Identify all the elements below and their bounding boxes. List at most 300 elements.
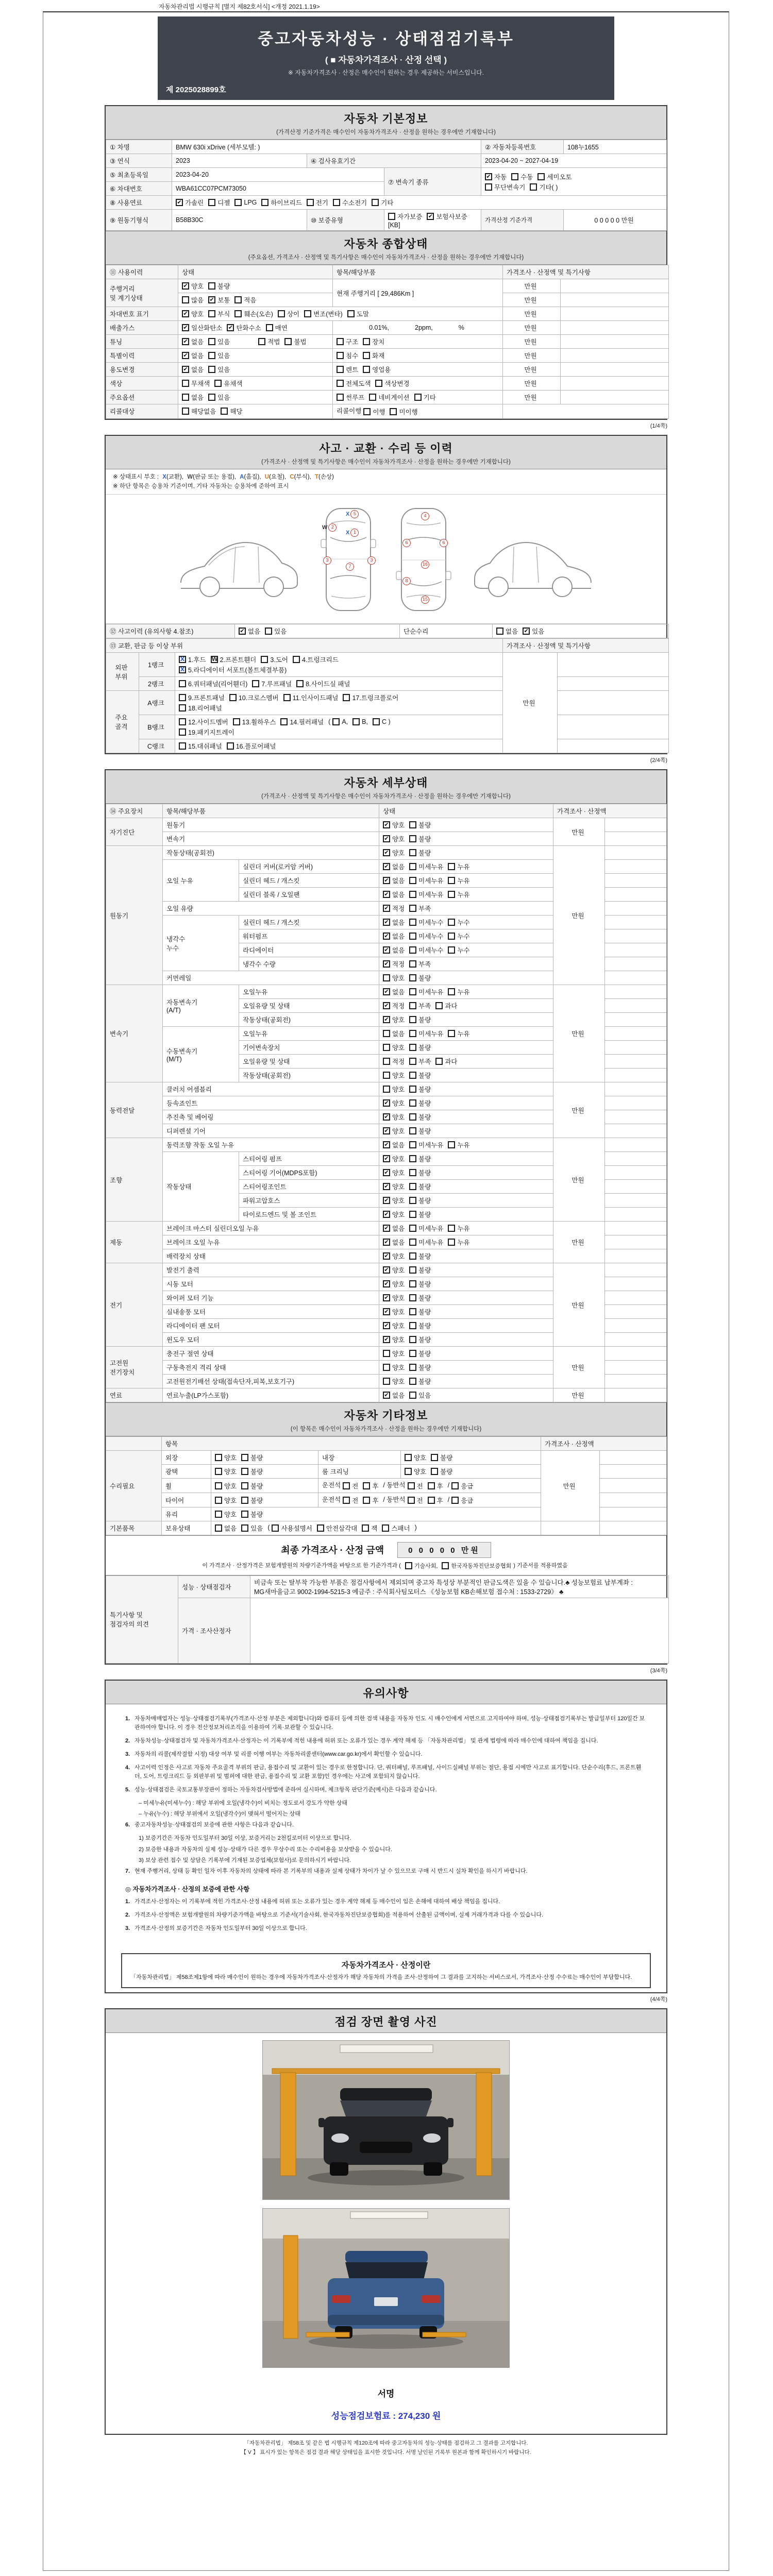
checkbox[interactable] (383, 904, 405, 913)
checkbox[interactable] (383, 834, 405, 843)
checkbox[interactable] (363, 1496, 378, 1505)
checkbox[interactable] (352, 718, 368, 725)
checkbox[interactable] (337, 365, 358, 374)
checkbox[interactable] (383, 1238, 405, 1247)
checkbox[interactable] (383, 1015, 405, 1024)
checkbox[interactable] (333, 198, 367, 207)
checkbox-box (369, 394, 376, 401)
checkbox[interactable] (383, 1307, 405, 1316)
value-cell (178, 377, 333, 391)
car-side-view-right-icon (470, 505, 599, 614)
checkbox[interactable] (448, 945, 469, 955)
checkbox-label: 미세누수 (418, 919, 444, 927)
checkbox[interactable] (383, 1377, 405, 1386)
checkbox[interactable] (343, 693, 398, 702)
accidentRow-grid (106, 624, 669, 638)
checkbox[interactable] (208, 198, 230, 207)
checkbox[interactable] (208, 281, 230, 291)
checkbox-box (448, 919, 455, 926)
label-cell (106, 985, 163, 1082)
checkbox[interactable] (241, 1467, 263, 1476)
checkbox[interactable] (537, 172, 572, 181)
checkbox[interactable] (383, 848, 405, 857)
blank-cell (605, 832, 667, 846)
checkbox[interactable] (383, 1293, 405, 1302)
checkbox[interactable] (208, 295, 230, 304)
checkbox[interactable] (179, 693, 225, 702)
checkbox[interactable] (363, 407, 385, 416)
checkbox[interactable] (409, 1265, 431, 1275)
checkbox[interactable] (383, 1126, 405, 1136)
checkbox[interactable] (383, 1084, 405, 1094)
checkbox[interactable] (383, 1363, 405, 1372)
checkbox[interactable] (409, 1112, 431, 1122)
checkbox[interactable] (383, 1057, 405, 1066)
checkbox[interactable] (383, 1001, 405, 1010)
checkbox[interactable] (409, 848, 431, 857)
checkbox[interactable] (530, 182, 558, 192)
checkbox[interactable] (448, 890, 469, 899)
checkbox[interactable] (409, 1043, 431, 1052)
checkbox[interactable] (261, 655, 288, 664)
amount-cell (541, 1451, 600, 1521)
checkbox[interactable] (182, 351, 204, 360)
checkbox[interactable] (511, 172, 533, 181)
checkbox[interactable] (383, 862, 405, 871)
checkbox[interactable] (431, 1467, 452, 1476)
checkbox[interactable] (442, 1562, 511, 1570)
checkbox[interactable] (284, 337, 306, 346)
checkbox[interactable] (280, 717, 324, 726)
checkbox[interactable] (409, 1168, 431, 1177)
signature-label[interactable]: 서명 (377, 2389, 395, 2399)
checkbox[interactable] (383, 918, 405, 927)
checkbox[interactable] (405, 1562, 438, 1570)
checkbox[interactable] (383, 987, 405, 996)
text: WBA61CC07PCM73050 (176, 185, 246, 192)
checkbox[interactable] (343, 1496, 358, 1505)
checkbox-label: 없음 (392, 863, 405, 871)
remarks-grid (106, 1575, 669, 1664)
checkbox-box: ✔ (383, 988, 390, 995)
checkbox[interactable] (405, 1453, 426, 1462)
checkbox[interactable] (215, 1523, 237, 1533)
checkbox[interactable] (278, 309, 299, 318)
checkbox[interactable] (383, 1335, 405, 1344)
checkbox-box: ✔ (182, 338, 189, 345)
checkbox[interactable] (409, 1057, 431, 1066)
blank-cell (605, 902, 667, 916)
checkbox-label: 있음 (250, 1524, 263, 1532)
inspection-insurance-fee: 성능점검보험료 : 274,230 원 (331, 2411, 441, 2421)
checkbox[interactable] (234, 199, 257, 206)
checkbox-label: 기타( ) (539, 183, 558, 191)
mark-box[interactable] (179, 655, 206, 664)
checkbox[interactable] (283, 693, 339, 702)
checkbox-box: ✔ (383, 1099, 390, 1107)
blank-cell (605, 971, 667, 985)
checkbox[interactable] (307, 198, 328, 207)
text: / (447, 1496, 450, 1504)
checkbox[interactable] (409, 1377, 431, 1386)
checkbox[interactable] (383, 1182, 405, 1191)
checkbox[interactable] (179, 703, 222, 713)
checkbox[interactable] (409, 1321, 431, 1330)
checkbox[interactable] (409, 876, 443, 885)
label-cell (106, 377, 178, 391)
checkbox[interactable] (409, 945, 443, 955)
checkbox-label: 침수 (346, 352, 359, 360)
value-cell (211, 1493, 318, 1507)
blank-cell (605, 1319, 667, 1333)
checkbox[interactable] (409, 1307, 431, 1316)
checkbox[interactable] (233, 717, 276, 726)
checkbox[interactable] (241, 1453, 263, 1462)
checkbox[interactable] (383, 1265, 405, 1275)
checkbox[interactable] (234, 309, 273, 318)
checkbox[interactable] (428, 1481, 443, 1490)
checkbox[interactable] (373, 718, 391, 725)
value-cell (239, 874, 379, 888)
checkbox[interactable] (383, 1224, 405, 1233)
text: 리콜이행 (337, 408, 362, 415)
value-cell (163, 818, 379, 832)
checkbox[interactable] (337, 351, 358, 360)
checkbox[interactable] (261, 198, 301, 207)
checkbox[interactable] (258, 337, 280, 346)
checkbox[interactable] (215, 1496, 237, 1505)
checkbox[interactable] (369, 393, 409, 402)
checkbox-box (234, 296, 242, 303)
blank-cell (605, 1194, 667, 1208)
text: 주요옵션 (110, 394, 135, 401)
checkbox[interactable] (409, 1363, 431, 1372)
checkbox[interactable] (448, 1224, 469, 1233)
checkbox[interactable] (383, 931, 405, 941)
checkbox[interactable] (523, 626, 544, 636)
checkbox[interactable] (272, 1523, 312, 1533)
checkbox[interactable] (241, 1523, 263, 1533)
checkbox[interactable] (485, 182, 525, 192)
checkbox[interactable] (227, 741, 276, 751)
text: 2023-04-20 (176, 171, 209, 178)
value-cell (379, 1208, 553, 1222)
text: A랭크 (147, 700, 164, 707)
checkbox[interactable] (265, 626, 287, 636)
checkbox[interactable] (179, 727, 234, 737)
text: 변속기 (110, 1030, 129, 1038)
checkbox-label: 미세누유 (418, 863, 444, 871)
checkbox[interactable] (435, 1001, 457, 1010)
checkbox[interactable] (208, 393, 230, 402)
checkbox[interactable] (409, 973, 431, 982)
checkbox[interactable] (409, 1391, 431, 1400)
checkbox[interactable] (383, 959, 405, 969)
checkbox[interactable] (208, 309, 230, 318)
checkbox[interactable] (383, 1196, 405, 1205)
checkbox[interactable] (363, 365, 391, 374)
checkbox[interactable] (293, 655, 339, 664)
checkbox[interactable] (215, 1467, 237, 1476)
checkbox-label: 불량 (418, 975, 431, 982)
text: 항목/해당부품 (337, 269, 376, 276)
checkbox[interactable] (427, 212, 467, 221)
checkbox[interactable] (215, 1481, 237, 1490)
checkbox[interactable] (337, 393, 364, 402)
checkbox[interactable] (408, 1481, 423, 1490)
checkbox[interactable] (372, 198, 393, 207)
checkbox[interactable] (409, 1279, 431, 1289)
text: ( (328, 718, 331, 725)
text: B58B30C (176, 216, 204, 224)
checkbox-box (435, 1002, 443, 1009)
checkbox[interactable] (409, 1224, 443, 1233)
checkbox[interactable] (332, 718, 348, 725)
value-cell (379, 943, 553, 957)
mark-box[interactable] (211, 655, 257, 664)
checkbox[interactable] (383, 1071, 405, 1080)
checkbox[interactable] (215, 1453, 237, 1462)
checkbox-box (296, 680, 304, 687)
checkbox[interactable] (239, 626, 260, 636)
notice-item-number: 6. (125, 1822, 130, 1828)
checkbox-box (414, 394, 422, 401)
checkbox[interactable] (409, 1015, 431, 1024)
mark-box[interactable] (179, 665, 287, 674)
value-cell (163, 1138, 379, 1152)
checkbox[interactable] (229, 693, 279, 702)
checkbox[interactable] (241, 1496, 263, 1505)
checkbox[interactable] (317, 1523, 357, 1533)
checkbox[interactable] (179, 717, 228, 726)
checkbox-label: 3.도어 (270, 656, 288, 664)
checkbox[interactable] (383, 1349, 405, 1358)
checkbox[interactable] (383, 1112, 405, 1122)
checkbox[interactable] (409, 1126, 431, 1136)
checkbox[interactable] (363, 351, 384, 360)
checkbox[interactable] (409, 1084, 431, 1094)
label-cell (106, 818, 163, 846)
text: 타이로드엔드 및 볼 조인트 (243, 1211, 317, 1219)
checkbox[interactable] (383, 1279, 405, 1289)
checkbox[interactable] (409, 1001, 431, 1010)
checkbox[interactable] (347, 309, 369, 318)
checkbox[interactable] (182, 365, 204, 374)
checkbox[interactable] (383, 1154, 405, 1163)
checkbox[interactable] (409, 862, 443, 871)
checkbox[interactable] (448, 1238, 469, 1247)
value-cell (379, 1249, 553, 1263)
checkbox[interactable] (409, 931, 443, 941)
checkbox[interactable] (408, 1496, 423, 1505)
text: ⑨ 원동기형식 (110, 217, 149, 224)
checkbox[interactable] (448, 1140, 469, 1149)
text: (A/T) (166, 1007, 181, 1014)
checkbox[interactable] (363, 337, 384, 346)
checkbox[interactable] (343, 1481, 358, 1490)
checkbox[interactable] (383, 890, 405, 899)
text: 기어변속장치 (243, 1044, 280, 1052)
text: 2랭크 (147, 681, 164, 688)
checkbox[interactable] (304, 309, 343, 318)
checkbox[interactable] (383, 1210, 405, 1219)
checkbox[interactable] (448, 876, 469, 885)
checkbox[interactable] (409, 904, 431, 913)
checkbox[interactable] (448, 918, 469, 927)
checkbox[interactable] (383, 1043, 405, 1052)
checkbox[interactable] (252, 679, 292, 688)
text: 커먼레일 (166, 975, 192, 982)
checkbox[interactable] (409, 1029, 443, 1038)
checkbox[interactable] (215, 1510, 237, 1519)
checkbox[interactable] (383, 1029, 405, 1038)
checkbox[interactable] (451, 1481, 473, 1490)
value-cell (239, 860, 379, 874)
blank-cell (605, 1375, 667, 1388)
value-cell (163, 1027, 239, 1082)
checkbox-box (448, 877, 455, 884)
checkbox[interactable] (337, 379, 371, 388)
checkbox[interactable] (409, 959, 431, 969)
checkbox[interactable] (409, 1251, 431, 1261)
checkbox-label: 미세누유 (418, 877, 444, 885)
checkbox[interactable] (182, 379, 210, 388)
checkbox-label: 양호 (392, 1309, 405, 1316)
value-cell (379, 916, 553, 929)
checkbox[interactable] (390, 407, 417, 416)
value-cell (239, 916, 379, 929)
checkbox[interactable] (409, 1335, 431, 1344)
checkbox[interactable] (405, 1467, 426, 1476)
checkbox[interactable] (409, 1238, 443, 1247)
checkbox[interactable] (182, 393, 204, 402)
sheet-detail-etc (105, 769, 667, 1665)
text: 연료누출(LP가스포함) (166, 1392, 229, 1400)
text: 만원 (572, 912, 584, 920)
checkbox[interactable] (227, 323, 261, 332)
checkbox[interactable] (409, 1098, 431, 1108)
checkbox[interactable] (208, 351, 230, 360)
checkbox[interactable] (383, 1321, 405, 1330)
checkbox[interactable] (182, 309, 204, 318)
checkbox[interactable] (496, 626, 518, 636)
checkbox[interactable] (409, 1210, 431, 1219)
checkbox[interactable] (451, 1496, 473, 1505)
checkbox[interactable] (409, 1140, 443, 1149)
text: 동력전달 (110, 1107, 135, 1114)
value-cell (178, 321, 333, 335)
blank-cell (605, 1361, 667, 1375)
checkbox[interactable] (435, 1057, 457, 1066)
checkbox[interactable] (179, 679, 247, 688)
checkbox-label: 수동 (520, 173, 533, 181)
checkbox[interactable] (409, 890, 443, 899)
checkbox[interactable] (448, 1029, 469, 1038)
checkbox[interactable] (409, 820, 431, 829)
checkbox[interactable] (409, 1349, 431, 1358)
text: C랭크 (147, 743, 165, 751)
checkbox-label: 기타 (423, 394, 436, 401)
checkbox[interactable] (388, 212, 422, 221)
checkbox[interactable] (266, 323, 288, 332)
checkbox[interactable] (431, 1453, 452, 1462)
checkbox[interactable] (383, 973, 405, 982)
checkbox[interactable] (383, 1098, 405, 1108)
checkbox[interactable] (409, 1182, 431, 1191)
checkbox-label: 미이행 (399, 408, 418, 416)
checkbox-label: 양호 (392, 1253, 405, 1261)
checkbox[interactable] (296, 679, 350, 688)
text: ④ 검사유효기간 (311, 158, 356, 165)
checkbox[interactable] (176, 198, 204, 207)
label-cell (333, 265, 503, 279)
checkbox[interactable] (182, 281, 204, 291)
text: 유리 (165, 1511, 178, 1518)
checkbox[interactable] (428, 1496, 443, 1505)
value-cell (172, 168, 384, 182)
checkbox[interactable] (409, 834, 431, 843)
checkbox[interactable] (414, 393, 436, 402)
checkbox[interactable] (337, 337, 358, 346)
checkbox[interactable] (221, 406, 242, 416)
checkbox[interactable] (409, 1071, 431, 1080)
value-cell (175, 691, 503, 715)
checkbox[interactable] (182, 337, 204, 346)
checkbox[interactable] (383, 1391, 405, 1400)
checkbox-box (241, 1468, 248, 1475)
checkbox[interactable] (182, 323, 222, 332)
checkbox[interactable] (409, 1154, 431, 1163)
checkbox-box (409, 1183, 416, 1190)
checkbox[interactable] (383, 1168, 405, 1177)
checkbox[interactable] (241, 1481, 263, 1490)
notice-item-text: 중고자동차성능·상태점검의 보증에 관한 사항은 다음과 같습니다. (135, 1822, 294, 1828)
checkbox[interactable] (409, 1293, 431, 1302)
panel-number: 3 (323, 556, 331, 565)
checkbox[interactable] (362, 1523, 377, 1533)
value-cell (379, 1277, 553, 1291)
checkbox[interactable] (383, 820, 405, 829)
checkbox[interactable] (485, 172, 507, 181)
checkbox[interactable] (182, 406, 216, 416)
checkbox[interactable] (208, 337, 230, 346)
checkbox[interactable] (382, 1523, 410, 1533)
checkbox[interactable] (448, 931, 469, 941)
checkbox[interactable] (383, 1140, 405, 1149)
checkbox[interactable] (409, 987, 443, 996)
checkbox[interactable] (214, 379, 242, 388)
checkbox[interactable] (448, 987, 469, 996)
checkbox[interactable] (383, 1251, 405, 1261)
checkbox[interactable] (241, 1510, 263, 1519)
checkbox[interactable] (409, 918, 443, 927)
checkbox[interactable] (363, 1481, 378, 1490)
checkbox[interactable] (383, 945, 405, 955)
text: 냉각수 (166, 935, 186, 943)
inspection-photo-rear (262, 2208, 510, 2368)
checkbox-label: 색상변경 (384, 380, 410, 387)
checkbox[interactable] (383, 876, 405, 885)
checkbox[interactable] (448, 862, 469, 871)
label-cell (106, 639, 503, 653)
checkbox[interactable] (179, 741, 222, 751)
checkbox[interactable] (375, 379, 409, 388)
checkbox[interactable] (409, 1196, 431, 1205)
checkbox[interactable] (182, 295, 204, 304)
checkbox[interactable] (234, 295, 256, 304)
checkbox-label: 불량 (250, 1482, 263, 1490)
checkbox[interactable] (208, 365, 230, 374)
